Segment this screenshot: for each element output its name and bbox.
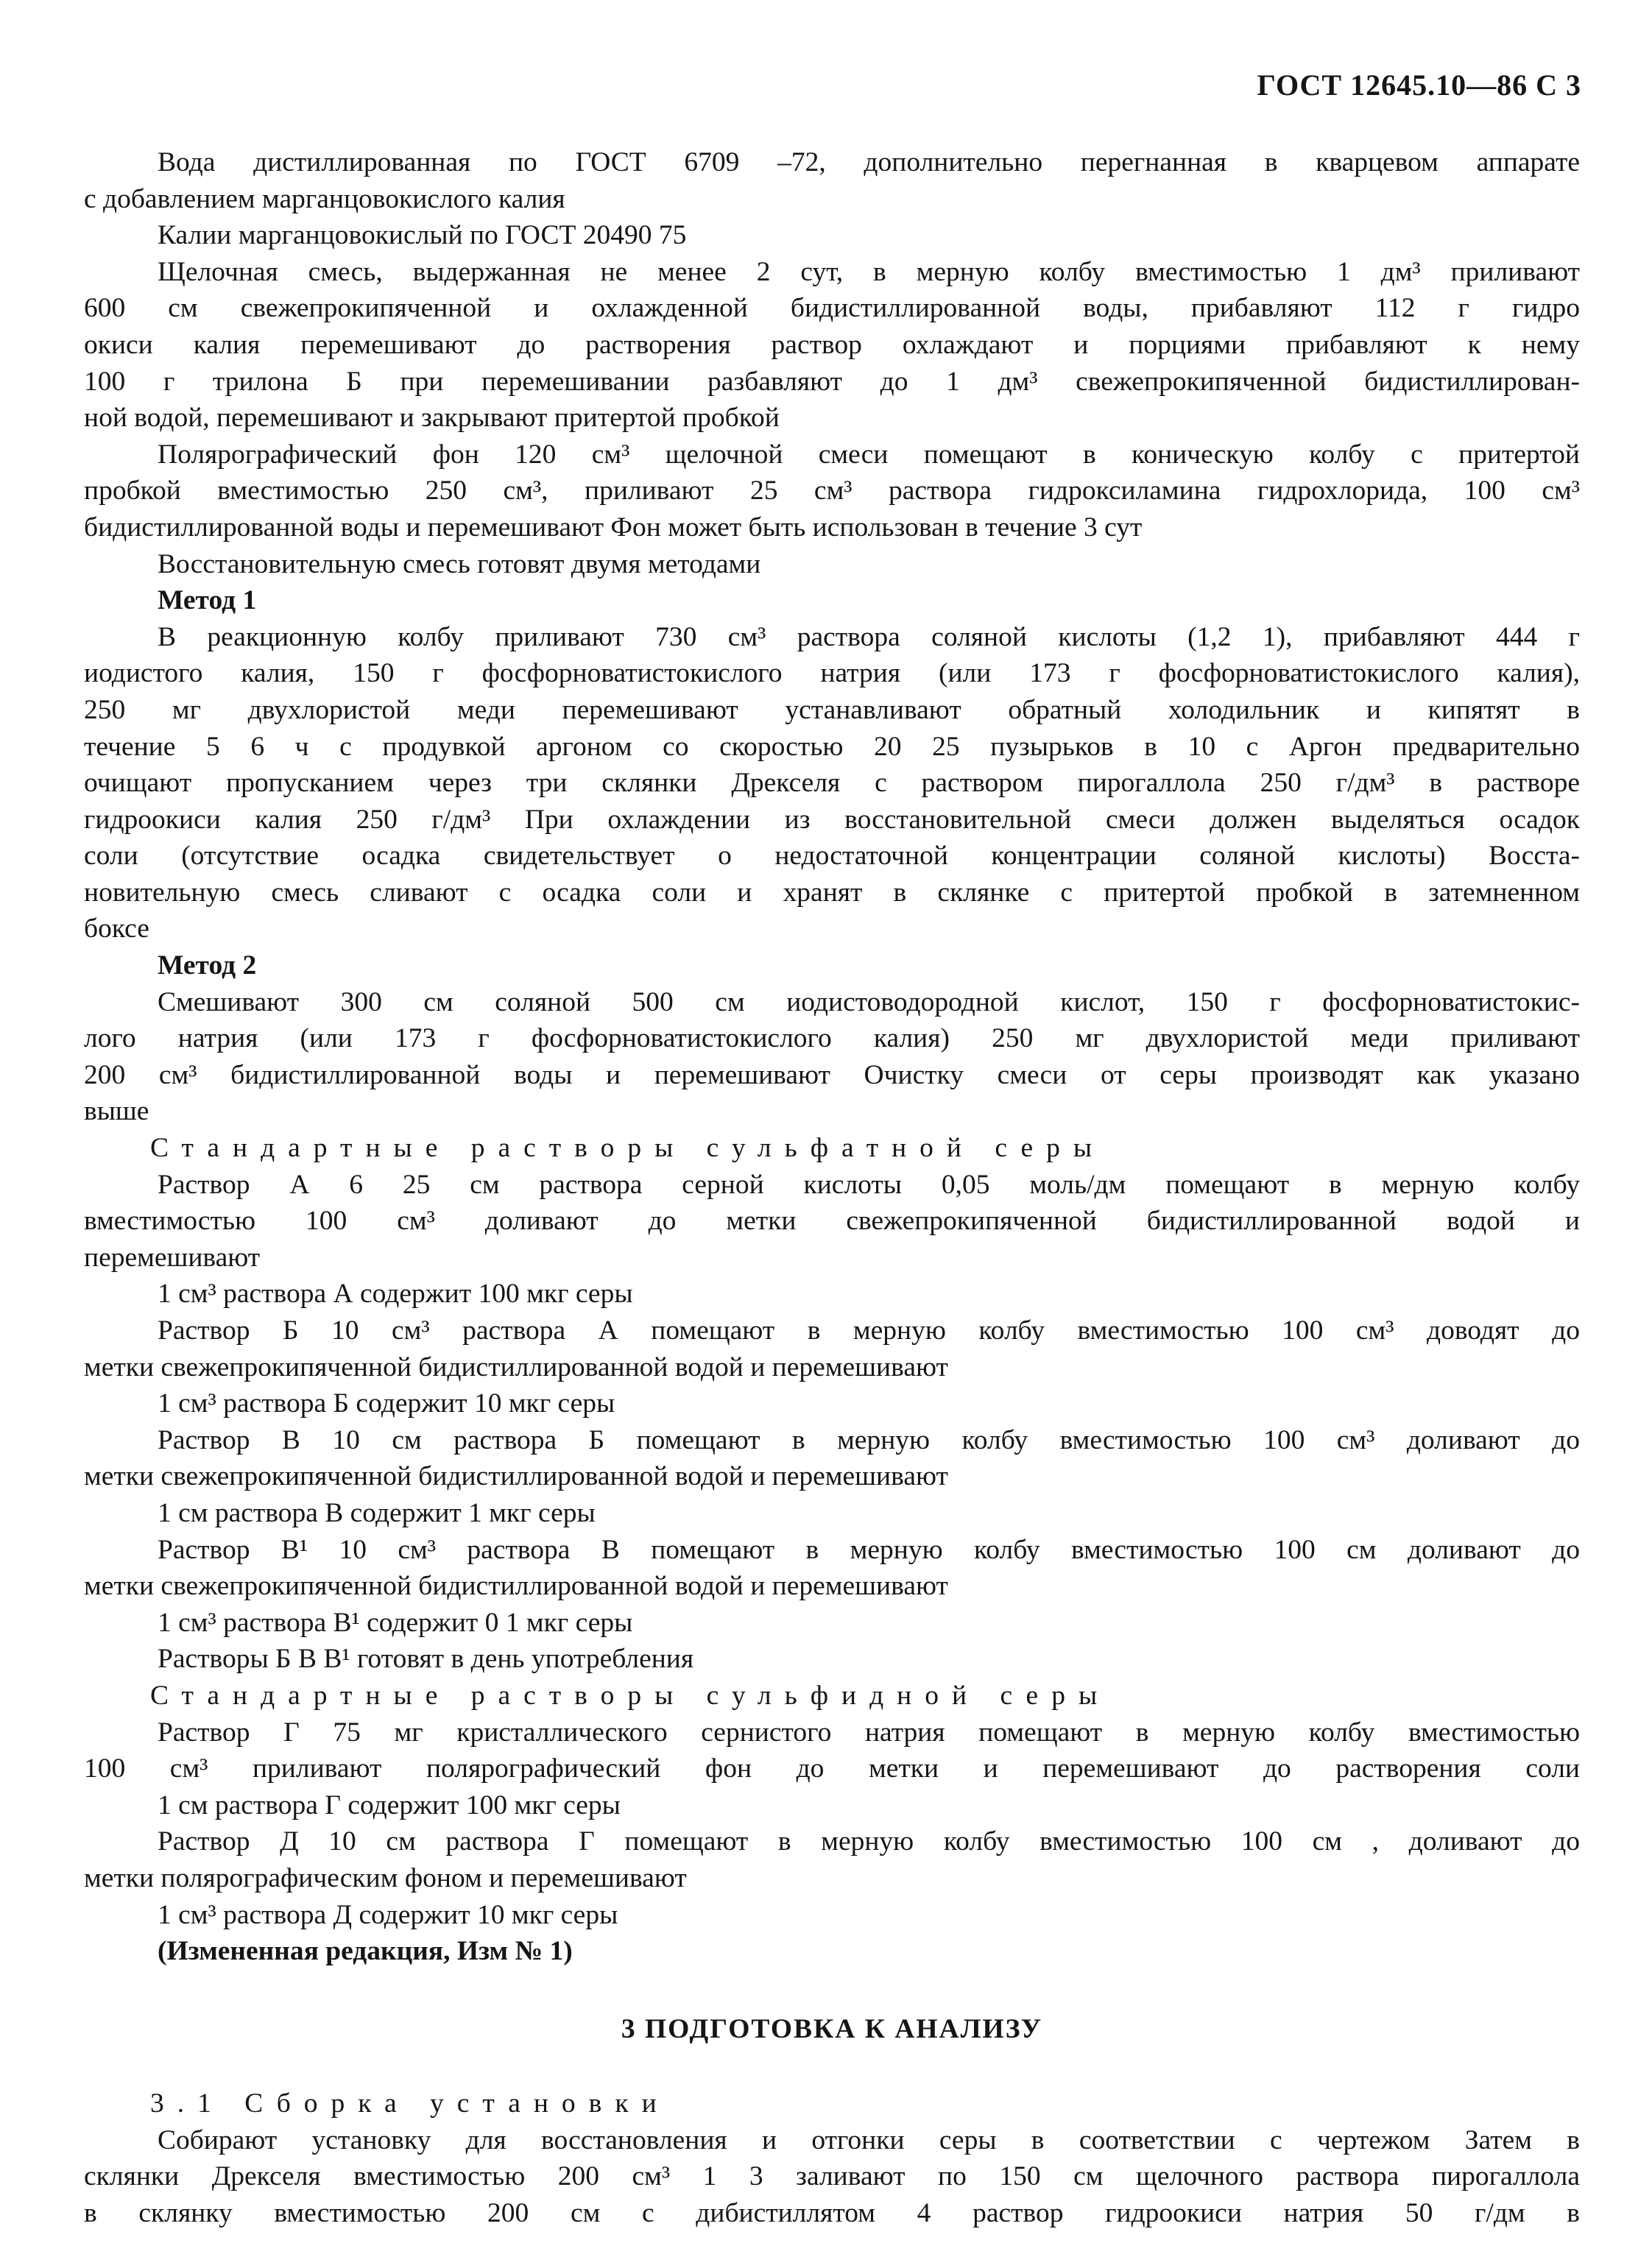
document-body <box>84 144 1580 2232</box>
text-line: Раствор В¹ 10 см³ раствора В помещают в мерную колбу вместимостью 100 см доливают до <box>158 1534 1580 1565</box>
text-line: Раствор Г 75 мг кристаллического сернистого натрия помещают в мерную колбу вместимостью <box>158 1717 1580 1748</box>
text-line: 1 см³ раствора Д содержит 10 мкг серы <box>158 1899 618 1930</box>
text-line: перемешивают <box>84 1242 261 1273</box>
text-line: Полярографический фон 120 см³ щелочной смеси помещают в коническую колбу с притертой <box>158 439 1580 470</box>
text-line: 100 см³ приливают полярографический фон до метки и перемешивают до растворения соли <box>84 1753 1580 1784</box>
text-line: Стандартные растворы сульфатной серы <box>150 1133 1106 1164</box>
text-line: В реакционную колбу приливают 730 см³ раствора соляной кислоты (1,2 1), прибавляют 444 г <box>158 621 1580 652</box>
text-line: Метод 1 <box>158 585 257 616</box>
text-line: течение 5 6 ч с продувкой аргоном со скоростью 20 25 пузырьков в 10 с Аргон предварительно <box>84 731 1580 762</box>
text-line: ной водой, перемешивают и закрывают притертой пробкой <box>84 403 780 434</box>
text-line: Восстановительную смесь готовят двумя методами <box>158 548 761 579</box>
text-line: Раствор А 6 25 см раствора серной кислоты 0,05 моль/дм помещают в мерную колбу <box>158 1169 1580 1200</box>
text-line: Калии марганцовокислый по ГОСТ 20490 75 <box>158 220 687 251</box>
text-line: окиси калия перемешивают до растворения раствор охлаждают и порциями прибавляют к нему <box>84 329 1580 360</box>
text-line: 1 см³ раствора А содержит 100 мкг серы <box>158 1279 633 1310</box>
text-line: пробкой вместимостью 250 см³, приливают 25 см³ раствора гидроксиламина гидрохлорида, 100 см³ <box>84 476 1580 506</box>
text-line: вместимостью 100 см³ доливают до метки свежепрокипяченной бидистиллированной водой и <box>84 1206 1580 1237</box>
section-title: 3 ПОДГОТОВКА К АНАЛИЗУ <box>621 2013 1043 2044</box>
text-line: 1 см раствора В содержит 1 мкг серы <box>158 1497 596 1528</box>
text-line: Стандартные растворы сульфидной серы <box>150 1680 1111 1711</box>
text-line: 100 г трилона Б при перемешивании разбавляют до 1 дм³ свежепрокипяченной бидистиллирован- <box>84 366 1580 397</box>
text-line: 3.1 Сборка установки <box>150 2088 670 2119</box>
text-line: в склянку вместимостью 200 см с дибистиллятом 4 раствор гидроокиси натрия 50 г/дм в <box>84 2198 1580 2229</box>
text-line: 1 см³ раствора В¹ содержит 0 1 мкг серы <box>158 1607 633 1638</box>
text-line: лого натрия (или 173 г фосфорноватистокислого калия) 250 мг двухлористой меди приливают <box>84 1023 1580 1054</box>
text-line: соли (отсутствие осадка свидетельствует о недостаточной концентрации соляной кислоты) Восста- <box>84 841 1580 872</box>
text-line: Вода дистиллированная по ГОСТ 6709 –72, дополнительно перегнанная в кварцевом аппарате <box>158 147 1580 177</box>
text-line: иодистого калия, 150 г фосфорноватистокислого натрия (или 173 г фосфорноватистокислого калия), <box>84 658 1580 689</box>
text-line: Раствор Б 10 см³ раствора А помещают в мерную колбу вместимостью 100 см³ доводят до <box>158 1315 1580 1346</box>
page-header: ГОСТ 12645.10—86 С 3 <box>1257 68 1581 102</box>
text-line: Раствор В 10 см раствора Б помещают в мерную колбу вместимостью 100 см³ доливают до <box>158 1424 1580 1455</box>
text-line: 600 см свежепрокипяченной и охлажденной бидистиллированной воды, прибавляют 112 г гидро <box>84 293 1580 324</box>
text-line: Растворы Б В В¹ готовят в день употребления <box>158 1644 694 1675</box>
text-line: выше <box>84 1096 149 1127</box>
text-line: Смешивают 300 см соляной 500 см иодистоводородной кислот, 150 г фосфорноватистокис- <box>158 986 1580 1017</box>
text-line: 250 мг двухлористой меди перемешивают устанавливают обратный холодильник и кипятят в <box>84 694 1580 725</box>
text-line: Щелочная смесь, выдержанная не менее 2 сут, в мерную колбу вместимостью 1 дм³ приливают <box>158 256 1580 287</box>
text-line: Собирают установку для восстановления и отгонки серы в соответствии с чертежом Затем в <box>158 2124 1580 2155</box>
text-line: метки полярографическим фоном и перемешивают <box>84 1862 687 1893</box>
text-line: бидистиллированной воды и перемешивают Фон может быть использован в течение 3 сут <box>84 512 1143 543</box>
text-line: 1 см раствора Г содержит 100 мкг серы <box>158 1790 621 1820</box>
text-line: гидроокиси калия 250 г/дм³ При охлаждении из восстановительной смеси должен выделяться осадок <box>84 804 1580 835</box>
text-line: с добавлением марганцовокислого калия <box>84 183 565 214</box>
text-line: метки свежепрокипяченной бидистиллированной водой и перемешивают <box>84 1352 948 1382</box>
text-line: (Измененная редакция, Изм № 1) <box>158 1936 573 1967</box>
text-line: Метод 2 <box>158 950 257 981</box>
text-line: склянки Дрекселя вместимостью 200 см³ 1 3 заливают по 150 см щелочного раствора пирогаллола <box>84 2161 1580 2192</box>
text-line: метки свежепрокипяченной бидистиллированной водой и перемешивают <box>84 1461 948 1492</box>
text-line: 1 см³ раствора Б содержит 10 мкг серы <box>158 1388 615 1419</box>
text-line: Раствор Д 10 см раствора Г помещают в мерную колбу вместимостью 100 см , доливают до <box>158 1826 1580 1857</box>
text-line: метки свежепрокипяченной бидистиллированной водой и перемешивают <box>84 1571 948 1602</box>
text-line: боксе <box>84 914 149 944</box>
text-line: 200 см³ бидистиллированной воды и перемешивают Очистку смеси от серы производят как указано <box>84 1059 1580 1090</box>
text-line: очищают пропусканием через три склянки Дрекселя с раствором пирогаллола 250 г/дм³ в растворе <box>84 768 1580 799</box>
text-line: новительную смесь сливают с осадка соли и хранят в склянке с притертой пробкой в затемненном <box>84 877 1580 908</box>
